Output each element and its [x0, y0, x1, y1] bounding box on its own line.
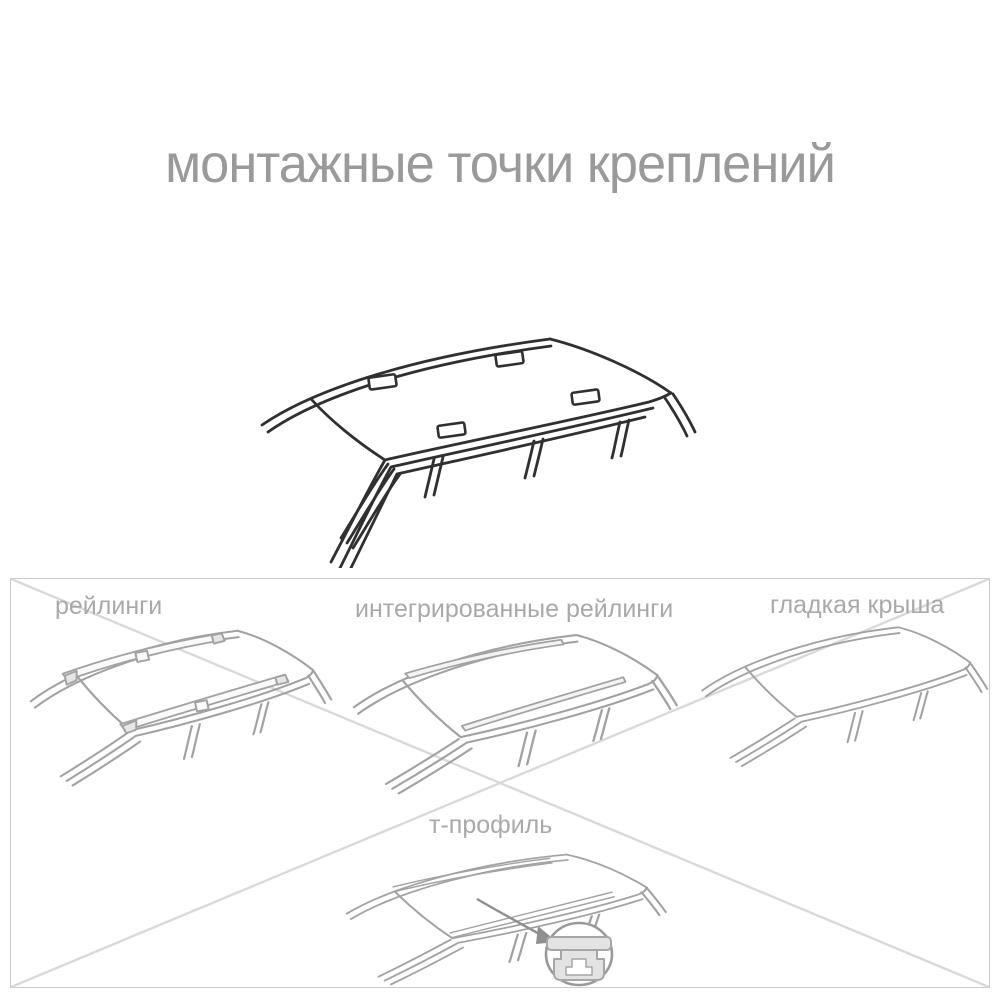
t-profile-cross-section-icon [459, 887, 624, 995]
label-smooth-roof: гладкая крыша [770, 591, 945, 619]
raised-rails-car-icon [17, 617, 335, 791]
label-t-profile: т-профиль [429, 811, 553, 839]
label-integrated-rails: интегрированные рейлинги [355, 595, 674, 623]
page-title: монтажные точки креплений [165, 134, 835, 194]
smooth-roof-car-icon [689, 615, 991, 771]
label-raised-rails: рейлинги [55, 592, 163, 620]
car-roof-with-fixpoints-illustration [235, 318, 735, 568]
raised-rails-bars [63, 633, 289, 733]
mounting-point-markers [368, 351, 599, 438]
pointer-arrow-icon [477, 899, 543, 936]
roof-types-panel [10, 578, 990, 988]
integrated-rails-car-icon [339, 621, 681, 799]
